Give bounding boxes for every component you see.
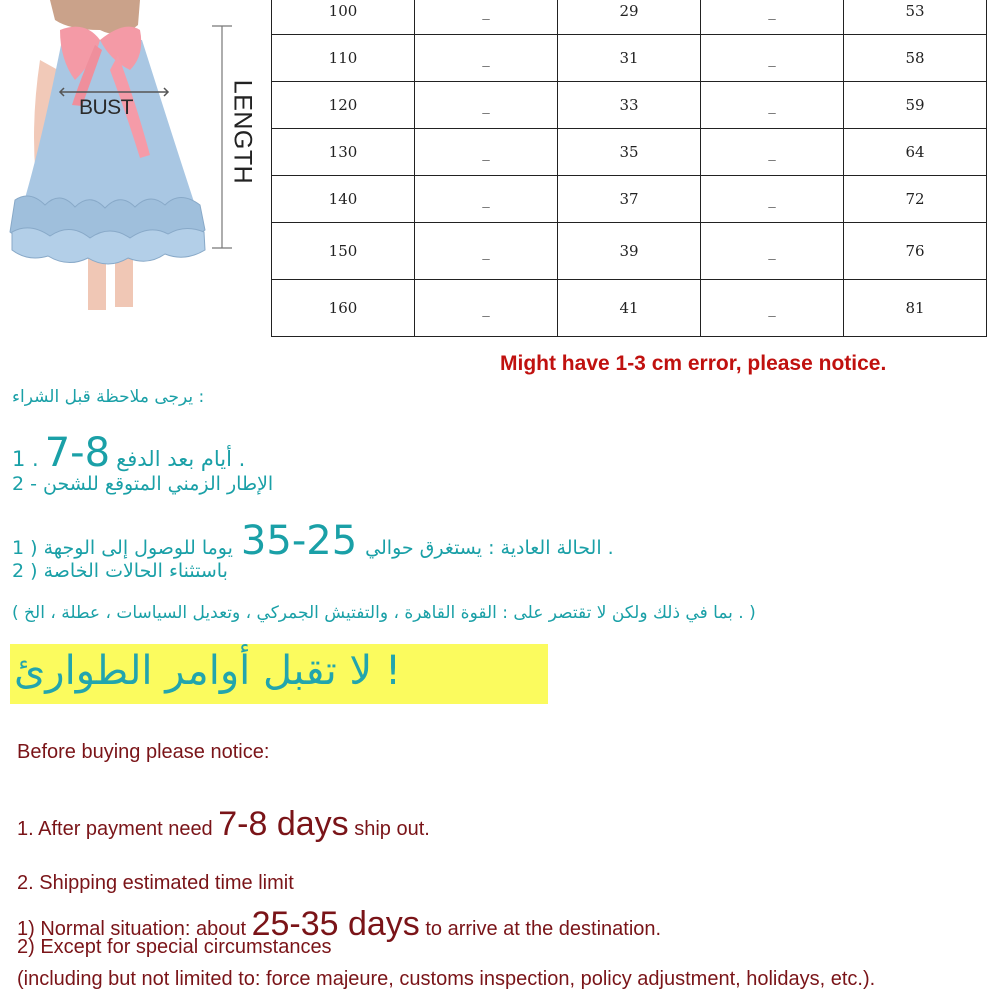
arabic-line-3-days: 25-35	[240, 518, 358, 564]
table-cell: _	[415, 35, 558, 82]
dress-illustration	[0, 0, 262, 330]
table-cell: _	[415, 176, 558, 223]
table-cell-bust: 33	[558, 82, 701, 129]
arabic-line-2: 2 - الإطار الزمني المتوقع للشحن	[12, 473, 274, 495]
table-cell-size: 100	[272, 0, 415, 35]
table-cell-size: 120	[272, 82, 415, 129]
arabic-line-5: ( بما في ذلك ولكن لا تقتصر على : القوة القاهرة ، والتفتيش الجمركي ، وتعديل السياسات ، عطلة ، الخ . )	[12, 603, 756, 623]
bust-label: BUST	[79, 96, 134, 119]
table-cell-length: 64	[844, 129, 987, 176]
table-cell-bust: 35	[558, 129, 701, 176]
table-cell-size: 130	[272, 129, 415, 176]
table-row	[272, 176, 987, 223]
table-cell: _	[701, 176, 844, 223]
english-line-3-prefix: 1) Normal situation: about	[17, 918, 247, 940]
table-row	[272, 280, 987, 337]
table-cell: _	[701, 82, 844, 129]
error-note: Might have 1-3 cm error, please notice.	[500, 352, 887, 375]
english-line-1	[17, 805, 430, 844]
table-cell: _	[701, 35, 844, 82]
table-cell-length: 76	[844, 223, 987, 280]
table-cell-size: 140	[272, 176, 415, 223]
table-cell: _	[415, 223, 558, 280]
table-cell-size: 160	[272, 280, 415, 337]
arabic-line-1-days: 7-8	[44, 430, 111, 476]
table-cell: _	[701, 223, 844, 280]
table-cell-size: 150	[272, 223, 415, 280]
english-line-1-prefix: 1. After payment need	[17, 818, 213, 840]
size-chart-table	[271, 0, 987, 337]
arabic-line-3	[12, 518, 614, 564]
arabic-line-3-prefix: 1 ) الحالة العادية : يستغرق حوالي	[12, 537, 602, 559]
table-cell-bust: 41	[558, 280, 701, 337]
table-cell-length: 58	[844, 35, 987, 82]
english-title: Before buying please notice:	[17, 741, 270, 763]
length-label: LENGTH	[228, 79, 257, 185]
arabic-highlight-text: لا تقبل أوامر الطوارئ !	[14, 648, 401, 694]
arabic-line-4: 2 ) باستثناء الحالات الخاصة	[12, 560, 228, 582]
table-cell-length: 53	[844, 0, 987, 35]
table-cell: _	[701, 280, 844, 337]
table-cell: _	[701, 129, 844, 176]
table-cell-length: 59	[844, 82, 987, 129]
table-cell: _	[701, 0, 844, 35]
table-row	[272, 0, 987, 35]
english-line-5: (including but not limited to: force majeure, customs inspection, policy adjustment, holidays, etc.).	[17, 968, 876, 990]
table-cell-bust: 39	[558, 223, 701, 280]
arabic-line-3-suffix: يوما للوصول إلى الوجهة .	[43, 537, 614, 559]
english-line-4: 2) Except for special circumstances	[17, 936, 332, 958]
english-line-3-days: 25-35 days	[251, 905, 420, 943]
table-row	[272, 129, 987, 176]
table-cell-length: 72	[844, 176, 987, 223]
english-line-3-suffix: to arrive at the destination.	[425, 918, 662, 940]
table-cell-bust: 29	[558, 0, 701, 35]
english-line-1-days: 7-8 days	[218, 805, 349, 843]
table-cell-size: 110	[272, 35, 415, 82]
english-line-1-suffix: ship out.	[354, 818, 430, 840]
dress-size-figure	[0, 0, 262, 330]
arabic-highlight-box	[10, 644, 548, 704]
english-line-2: 2. Shipping estimated time limit	[17, 872, 294, 894]
table-cell: _	[415, 129, 558, 176]
table-cell: _	[415, 82, 558, 129]
table-cell: _	[415, 280, 558, 337]
arabic-line-1	[12, 430, 245, 476]
table-row	[272, 35, 987, 82]
table-cell-length: 81	[844, 280, 987, 337]
table-cell: _	[415, 0, 558, 35]
arabic-intro: يرجى ملاحظة قبل الشراء :	[12, 387, 205, 407]
table-cell-bust: 31	[558, 35, 701, 82]
table-row	[272, 82, 987, 129]
table-row	[272, 223, 987, 280]
arabic-line-1-suffix: أيام بعد الدفع .	[116, 447, 246, 471]
arabic-line-1-prefix: 1 .	[12, 447, 39, 471]
table-cell-bust: 37	[558, 176, 701, 223]
